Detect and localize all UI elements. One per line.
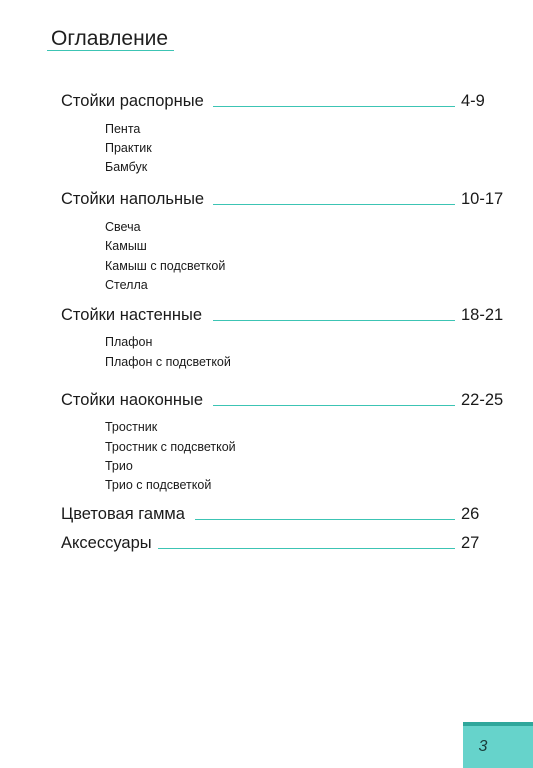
toc-page-range: 22-25 [461,391,504,409]
toc-item[interactable]: Трио [105,459,133,473]
leader-line [213,106,455,107]
toc-item[interactable]: Плафон [105,335,153,349]
page-number-tab [463,726,533,768]
leader-line [213,320,455,321]
toc-page-range: 10-17 [461,190,504,208]
toc-section-label[interactable]: Стойки напольные [61,190,205,208]
toc-section-label[interactable]: Аксессуары [61,534,152,552]
toc-item[interactable]: Камыш [105,239,147,253]
toc-item[interactable]: Камыш с подсветкой [105,259,226,273]
leader-line [213,204,455,205]
toc-section-stoyki-naokonnye[interactable] [61,389,506,411]
leader-line [158,548,455,549]
toc-item[interactable]: Свеча [105,220,141,234]
toc-item[interactable]: Бамбук [105,160,148,174]
toc-section-stoyki-nastennye[interactable] [61,304,506,326]
toc-section-label[interactable]: Стойки распорные [61,92,204,110]
toc-section-stoyki-rasporne[interactable] [61,90,506,112]
toc-item[interactable]: Плафон с подсветкой [105,355,231,369]
toc-section-stoyki-napolnye[interactable] [61,188,506,210]
title-underline [47,50,174,51]
toc-section-label[interactable]: Цветовая гамма [61,505,185,523]
leader-line [195,519,455,520]
toc-item[interactable]: Трио с подсветкой [105,478,212,492]
toc-page-range: 4-9 [461,92,485,110]
toc-page-range: 27 [461,534,480,552]
leader-line [213,405,455,406]
page-title: Оглавление [51,27,169,50]
toc-item[interactable]: Пента [105,122,141,136]
toc-item[interactable]: Практик [105,141,152,155]
toc-section-label[interactable]: Стойки настенные [61,306,203,324]
toc-item[interactable]: Тростник [105,420,158,434]
toc-section-aksessuary[interactable] [61,532,506,554]
toc-item[interactable]: Стелла [105,278,148,292]
toc-page-range: 26 [461,505,480,523]
toc-section-tsvetovaya-gamma[interactable] [61,503,506,525]
toc-item[interactable]: Тростник с подсветкой [105,440,236,454]
toc-page-range: 18-21 [461,306,504,324]
page-number: 3 [478,738,488,755]
toc-section-label[interactable]: Стойки наоконные [61,391,204,409]
